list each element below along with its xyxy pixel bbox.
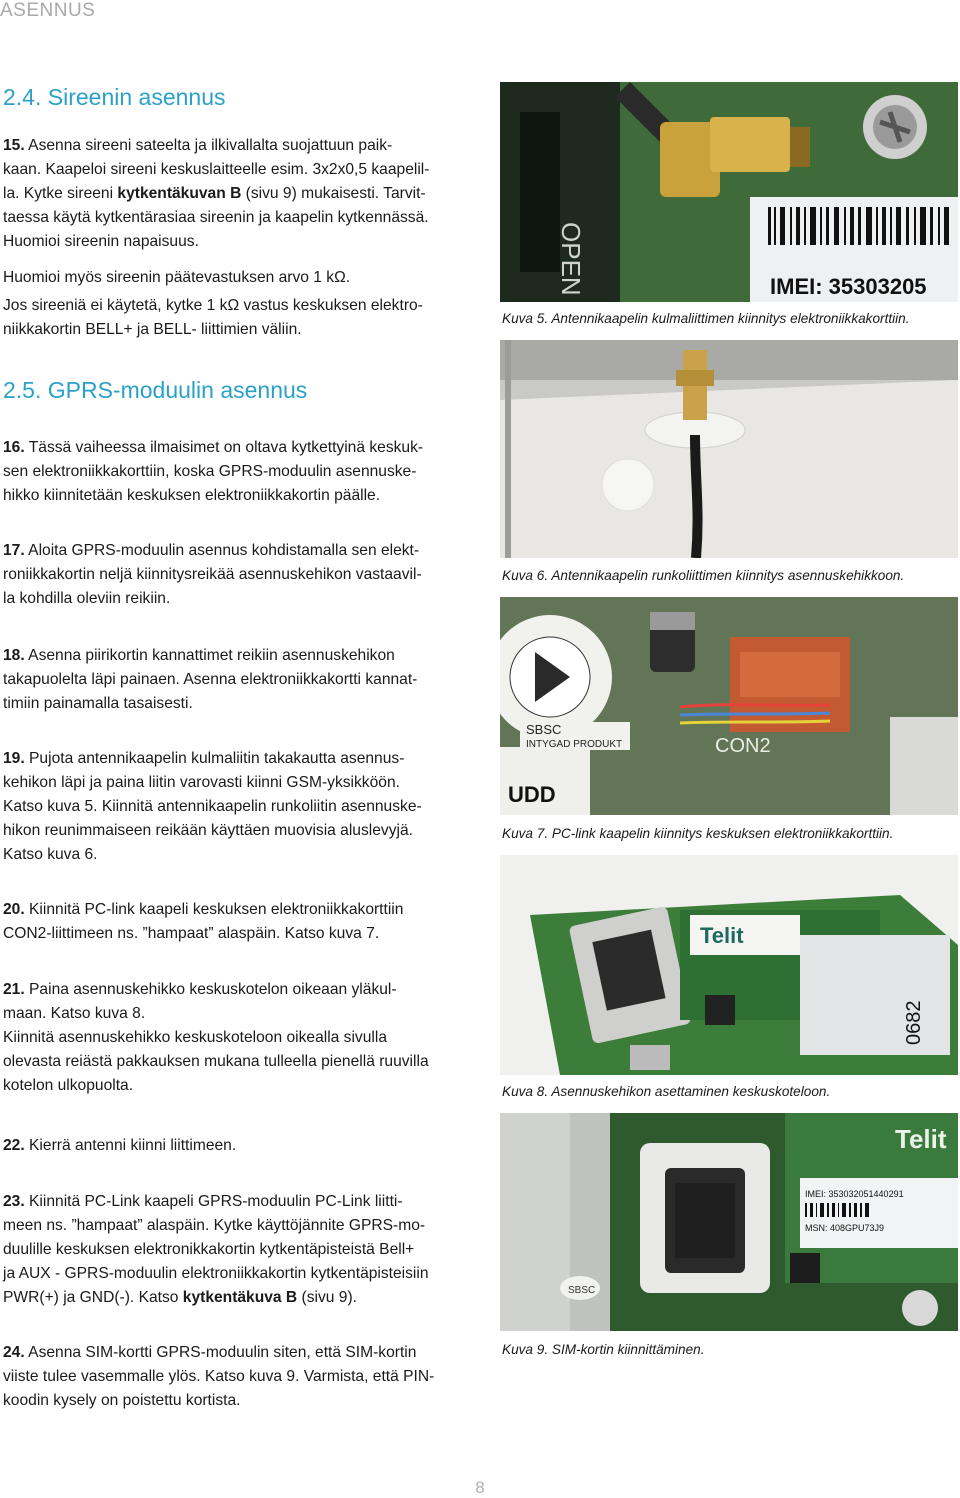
caption-kuva9: Kuva 9. SIM-kortin kiinnittäminen. [502, 1342, 705, 1357]
imei-label: IMEI: 353032051440291 [805, 1189, 904, 1199]
emphasis-kytkentakuva: kytkentäkuva B [182, 1289, 298, 1306]
stamp-top: SBSC [526, 722, 562, 737]
board-text: OPEN [556, 222, 586, 296]
brand-telit: Telit [700, 923, 744, 948]
heading-sireenin-asennus: 2.4. Sireenin asennus [3, 84, 226, 110]
label-num: 0682 [903, 1000, 925, 1045]
photo-kuva5 [500, 82, 958, 302]
step-16: 16. Tässä vaiheessa ilmaisimet on oltava kytkettyinä keskuk- sen elektroniikkakorttiin, koska GPRS-moduulin asennuske- hikko kiinnitetään keskuksen elektroniikkakortin päälle. [3, 439, 424, 504]
caption-kuva5: Kuva 5. Antennikaapelin kulmaliittimen kiinnitys elektroniikkakorttiin. [502, 311, 910, 326]
section-header: ASENNUS [0, 0, 96, 21]
step-15: 15. Asenna sireeni sateelta ja ilkivallalta suojattuun paik- kaan. Kaapeloi sireeni keskuslaitteelle esim. 3x2x0,5 kaapelil- la. Kytke sireeni kytkentäkuvan B (sivu 9) mukaisesti. Tarvit- taessa käytä kytkentärasiaa sireenin ja kaapelin kytkennässä. Huomioi sireenin napaisuus. [3, 137, 430, 250]
photo-kuva8 [500, 855, 958, 1075]
msn-label: MSN: 408GPU73J9 [805, 1223, 885, 1233]
step-24: 24. Asenna SIM-kortti GPRS-moduulin siten, että SIM-kortin viiste tulee vasemmalle ylös. Katso kuva 9. Varmista, että PIN- koodin kysely on poistettu kortista. [3, 1344, 435, 1409]
udd-label: UDD [508, 782, 556, 807]
photo-kuva6 [500, 340, 958, 558]
emphasis-kytkentakuva: kytkentäkuvan B [117, 185, 242, 202]
caption-kuva7: Kuva 7. PC-link kaapelin kiinnitys keskuksen elektroniikkakorttiin. [502, 826, 894, 841]
caption-kuva6: Kuva 6. Antennikaapelin runkoliittimen kiinnitys asennuskehikkoon. [502, 568, 905, 583]
imei-label: IMEI: 35303205 [770, 274, 927, 299]
step-number: 15. [3, 137, 25, 154]
note-paatevastus: Huomioi myös sireenin päätevastuksen arvo 1 kΩ. [3, 269, 351, 286]
con2-label: CON2 [715, 735, 771, 757]
brand-telit: Telit [895, 1124, 947, 1154]
photo-kuva9 [500, 1113, 958, 1331]
step-18: 18. Asenna piirikortin kannattimet reikiin asennuskehikon takapuolelta läpi painaen. Asenna elektroniikkakortti kannat- timiin painamalla tasaisesti. [3, 647, 418, 712]
stamp-bottom: INTYGAD PRODUKT [526, 739, 623, 750]
step-17: 17. Aloita GPRS-moduulin asennus kohdistamalla sen elekt- roniikkakortin neljä kiinnitysreikää asennuskehikon vastaavil- la kohdilla oleviin reikiin. [3, 542, 422, 607]
sbsc-label: SBSC [568, 1285, 596, 1296]
step-23: 23. Kiinnitä PC-Link kaapeli GPRS-moduulin PC-Link liitti- meen ns. ”hampaat” alaspäin. Kytke käyttöjännite GPRS-mo- duulille keskuksen elektronikkakortin kytkentäpisteistä Bell+ ja AUX - GPRS-moduulin elektroniikkakortin kytkentäpisteisiin PWR(+) ja GND(-). Katso kytkentäkuva B (sivu 9). [3, 1193, 429, 1306]
step-20: 20. Kiinnitä PC-link kaapeli keskuksen elektroniikkakorttiin CON2-liittimeen ns. ”hampaat” alaspäin. Katso kuva 7. [3, 901, 404, 942]
note-bell: Jos sireeniä ei käytetä, kytke 1 kΩ vastus keskuksen elektro- niikkakortin BELL+ ja BELL- liittimien väliin. [3, 297, 423, 338]
caption-kuva8: Kuva 8. Asennuskehikon asettaminen keskuskoteloon. [502, 1084, 831, 1099]
step-19: 19. Pujota antennikaapelin kulmaliitin takakautta asennus- kehikon läpi ja paina liitin varovasti kiinni GSM-yksikköön. Katso kuva 5. Kiinnitä antennikaapelin runkoliitin asennuske- hikon reunimmaiseen reikään käyttäen muovisia aluslevyjä. Katso kuva 6. [3, 750, 422, 863]
photo-kuva7 [500, 597, 958, 815]
heading-gprs-moduulin-asennus: 2.5. GPRS-moduulin asennus [3, 377, 308, 403]
page-number: 8 [475, 1478, 485, 1497]
step-21: 21. Paina asennuskehikko keskuskotelon oikeaan yläkul- maan. Katso kuva 8. Kiinnitä asennuskehikko keskuskoteloon oikealla sivulla olevasta reiästä pakkauksen mukana tulleella pienellä ruuvilla kotelon ulkopuolta. [3, 981, 429, 1094]
step-22: 22. Kierrä antenni kiinni liittimeen. [3, 1137, 237, 1154]
